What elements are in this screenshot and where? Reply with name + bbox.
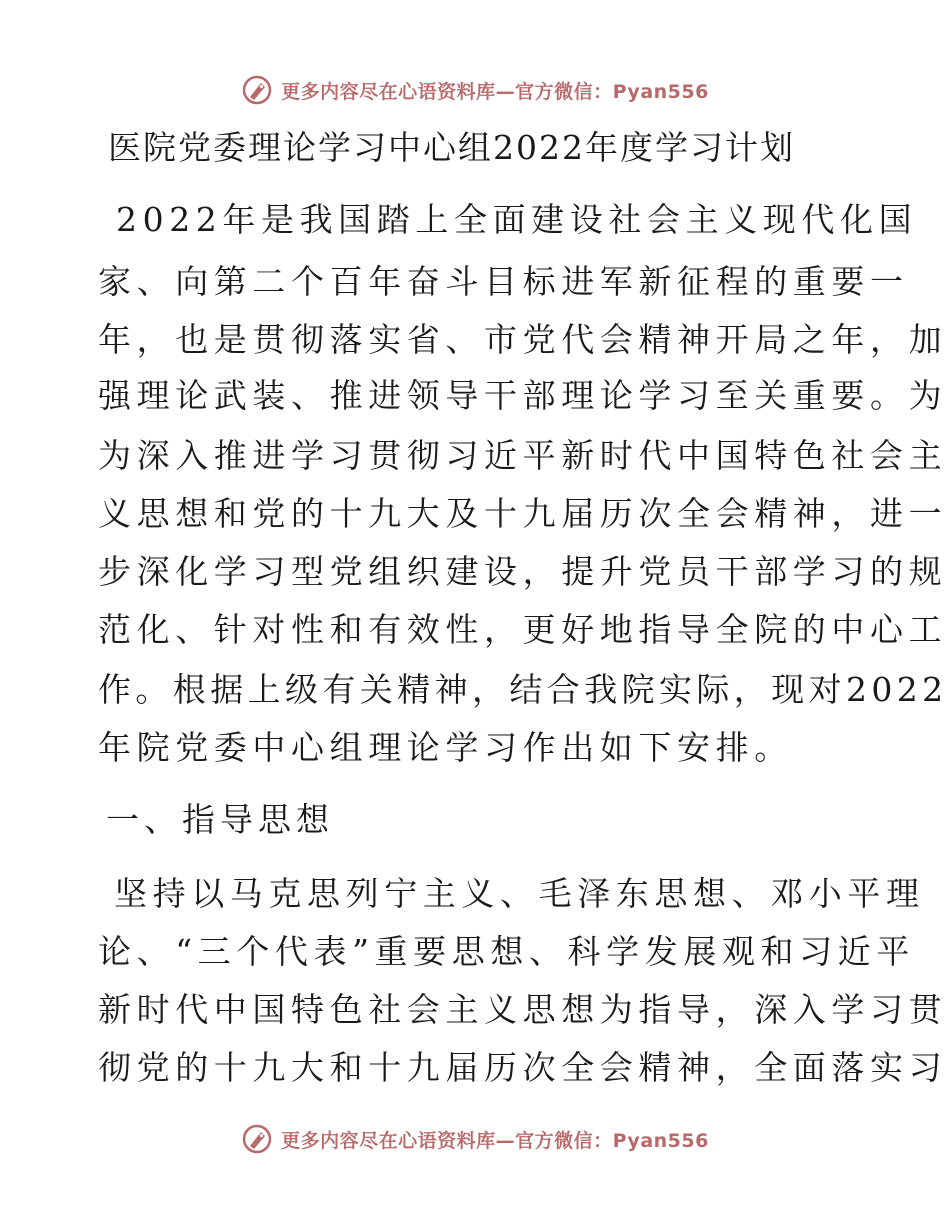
paragraph-line: 家、向第二个百年奋斗目标进军新征程的重要一: [98, 262, 909, 301]
paragraph-line: 论、“三个代表”重要思想、科学发展观和习近平: [98, 932, 915, 971]
pen-nib-logo-icon: [241, 1123, 273, 1155]
paragraph-line: 强理论武装、推进领导干部理论学习至关重要。为: [98, 376, 948, 415]
pen-nib-logo-icon: [241, 74, 273, 106]
paragraph-line: 义思想和党的十九大及十九届历次全会精神，进一: [98, 494, 948, 533]
paragraph-line: 年院党委中心组理论学习作出如下安排。: [98, 728, 793, 767]
paragraph-line: 2022年是我国踏上全面建设社会主义现代化国: [116, 200, 918, 239]
footer-watermark: [0, 1119, 950, 1159]
header-watermark: [0, 70, 950, 110]
document-title: 医院党委理论学习中心组2022年度学习计划: [108, 128, 795, 167]
watermark-text: 更多内容尽在心语资料库—官方微信：Pyan556: [281, 1129, 709, 1152]
paragraph-line: 为深入推进学习贯彻习近平新时代中国特色社会主: [98, 436, 948, 475]
paragraph-line: 范化、针对性和有效性，更好地指导全院的中心工: [98, 610, 948, 649]
paragraph-line: 步深化学习型党组织建设，提升党员干部学习的规: [98, 552, 948, 591]
paragraph-line: 彻党的十九大和十九届历次全会精神，全面落实习: [98, 1048, 948, 1087]
section-heading: 一、指导思想: [106, 800, 334, 839]
paragraph-line: 年，也是贯彻落实省、市党代会精神开局之年，加: [98, 320, 948, 359]
paragraph-line: 作。根据上级有关精神，结合我院实际，现对2022: [98, 670, 948, 709]
paragraph-line: 新时代中国特色社会主义思想为指导，深入学习贯: [98, 990, 948, 1029]
paragraph-line: 坚持以马克思列宁主义、毛泽东思想、邓小平理: [114, 874, 925, 913]
watermark-text: 更多内容尽在心语资料库—官方微信：Pyan556: [281, 80, 709, 103]
